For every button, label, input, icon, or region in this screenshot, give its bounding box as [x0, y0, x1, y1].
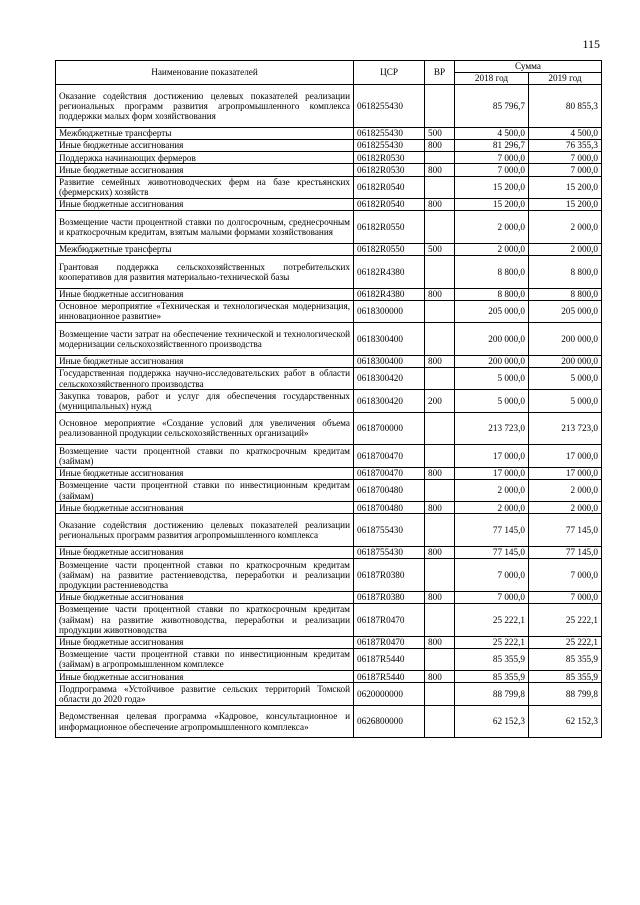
row-vr-cell: 800 [425, 164, 455, 176]
row-2019-cell: 25 222,1 [529, 636, 602, 648]
row-name-cell: Грантовая поддержка сельскохозяйственных потребительских кооперативов для развития материально-технической базы [56, 255, 354, 288]
row-name-cell: Возмещение части процентной ставки по краткосрочным кредитам (займам) [56, 445, 354, 467]
row-2019-cell: 2 000,0 [529, 479, 602, 501]
table-row [56, 355, 602, 367]
row-vr-cell [425, 603, 455, 636]
row-csr-cell: 0618300000 [354, 300, 425, 322]
row-vr-cell [425, 705, 455, 738]
row-name-cell: Возмещение части процентной ставки по краткосрочным кредитам (займам) на развитие животноводства, переработки и реализации продукции животноводства [56, 603, 354, 636]
row-2018-cell: 200 000,0 [455, 323, 529, 356]
row-name-cell: Возмещение части процентной ставки по инвестиционным кредитам (займам) [56, 479, 354, 501]
row-2018-cell: 2 000,0 [455, 243, 529, 255]
row-2018-cell: 7 000,0 [455, 152, 529, 164]
row-csr-cell: 0626800000 [354, 705, 425, 738]
row-name-cell: Иные бюджетные ассигнования [56, 591, 354, 603]
row-2018-cell: 4 500,0 [455, 127, 529, 139]
table-row [56, 288, 602, 300]
row-csr-cell: 06187R5440 [354, 671, 425, 683]
row-2018-cell: 25 222,1 [455, 603, 529, 636]
row-vr-cell: 800 [425, 139, 455, 151]
row-csr-cell: 06182R0550 [354, 243, 425, 255]
row-name-cell: Развитие семейных животноводческих ферм на базе крестьянских (фермерских) хозяйств [56, 176, 354, 198]
header-sum: Сумма [455, 61, 602, 73]
row-2018-cell: 17 000,0 [455, 445, 529, 467]
row-csr-cell: 0618700470 [354, 467, 425, 479]
table-row [56, 198, 602, 210]
row-name-cell: Иные бюджетные ассигнования [56, 198, 354, 210]
row-vr-cell: 800 [425, 591, 455, 603]
row-2019-cell: 77 145,0 [529, 546, 602, 558]
header-year-2018: 2018 год [455, 73, 529, 85]
header-year-2019: 2019 год [529, 73, 602, 85]
row-csr-cell: 06182R4380 [354, 288, 425, 300]
row-vr-cell: 800 [425, 502, 455, 514]
row-vr-cell: 200 [425, 390, 455, 412]
row-2019-cell: 2 000,0 [529, 243, 602, 255]
row-2019-cell: 213 723,0 [529, 412, 602, 445]
row-vr-cell [425, 176, 455, 198]
row-vr-cell [425, 445, 455, 467]
row-vr-cell: 800 [425, 671, 455, 683]
row-2019-cell: 7 000,0 [529, 164, 602, 176]
row-name-cell: Иные бюджетные ассигнования [56, 467, 354, 479]
row-2018-cell: 62 152,3 [455, 705, 529, 738]
budget-table [55, 60, 602, 738]
table-row [56, 591, 602, 603]
table-body [56, 85, 602, 738]
row-2018-cell: 85 796,7 [455, 85, 529, 128]
row-name-cell: Иные бюджетные ассигнования [56, 546, 354, 558]
row-vr-cell [425, 255, 455, 288]
row-csr-cell: 06182R0530 [354, 152, 425, 164]
row-2019-cell: 15 200,0 [529, 176, 602, 198]
row-name-cell: Основное мероприятие «Создание условий для увеличения объема реализованной продукции сельскохозяйственных организаций» [56, 412, 354, 445]
row-csr-cell: 06182R0540 [354, 198, 425, 210]
table-row [56, 705, 602, 738]
table-row [56, 323, 602, 356]
table-row [56, 255, 602, 288]
row-csr-cell: 0618700480 [354, 502, 425, 514]
table-row [56, 300, 602, 322]
row-2018-cell: 25 222,1 [455, 636, 529, 648]
row-2019-cell: 8 800,0 [529, 255, 602, 288]
table-row [56, 502, 602, 514]
row-vr-cell [425, 479, 455, 501]
row-vr-cell: 800 [425, 546, 455, 558]
table-row [56, 176, 602, 198]
row-csr-cell: 0618300400 [354, 355, 425, 367]
row-2019-cell: 2 000,0 [529, 502, 602, 514]
row-2018-cell: 85 355,9 [455, 648, 529, 670]
table-row [56, 139, 602, 151]
row-2019-cell: 85 355,9 [529, 671, 602, 683]
row-2018-cell: 15 200,0 [455, 176, 529, 198]
row-2018-cell: 2 000,0 [455, 502, 529, 514]
row-2018-cell: 77 145,0 [455, 546, 529, 558]
row-csr-cell: 0618300420 [354, 367, 425, 389]
row-vr-cell [425, 559, 455, 592]
row-2019-cell: 2 000,0 [529, 211, 602, 244]
row-csr-cell: 0618755430 [354, 514, 425, 547]
row-csr-cell: 06182R4380 [354, 255, 425, 288]
row-vr-cell: 800 [425, 467, 455, 479]
row-2019-cell: 85 355,9 [529, 648, 602, 670]
row-csr-cell: 06182R0540 [354, 176, 425, 198]
row-vr-cell: 800 [425, 636, 455, 648]
table-row [56, 546, 602, 558]
row-csr-cell: 0618700480 [354, 479, 425, 501]
row-vr-cell [425, 683, 455, 705]
row-vr-cell: 500 [425, 243, 455, 255]
row-2019-cell: 25 222,1 [529, 603, 602, 636]
row-csr-cell: 06187R0380 [354, 591, 425, 603]
row-2019-cell: 200 000,0 [529, 355, 602, 367]
row-vr-cell: 800 [425, 198, 455, 210]
row-2019-cell: 15 200,0 [529, 198, 602, 210]
row-csr-cell: 0618255430 [354, 127, 425, 139]
row-vr-cell [425, 514, 455, 547]
row-name-cell: Возмещение части процентной ставки по инвестиционным кредитам (займам) в агропромышленном комплексе [56, 648, 354, 670]
row-2019-cell: 7 000,0 [529, 591, 602, 603]
table-row [56, 243, 602, 255]
table-row [56, 559, 602, 592]
row-name-cell: Ведомственная целевая программа «Кадровое, консультационное и информационное обеспечение агропромышленного комплекса» [56, 705, 354, 738]
row-name-cell: Иные бюджетные ассигнования [56, 502, 354, 514]
row-2019-cell: 205 000,0 [529, 300, 602, 322]
row-vr-cell [425, 367, 455, 389]
row-name-cell: Межбюджетные трансферты [56, 127, 354, 139]
row-2018-cell: 88 799,8 [455, 683, 529, 705]
row-2019-cell: 17 000,0 [529, 445, 602, 467]
row-vr-cell [425, 85, 455, 128]
row-2018-cell: 205 000,0 [455, 300, 529, 322]
row-csr-cell: 0620000000 [354, 683, 425, 705]
row-csr-cell: 0618255430 [354, 85, 425, 128]
row-csr-cell: 06187R0470 [354, 636, 425, 648]
table-row [56, 211, 602, 244]
table-row [56, 636, 602, 648]
row-name-cell: Межбюджетные трансферты [56, 243, 354, 255]
row-2018-cell: 7 000,0 [455, 559, 529, 592]
row-name-cell: Основное мероприятие «Техническая и технологическая модернизация, инновационное развитие» [56, 300, 354, 322]
table-row [56, 671, 602, 683]
row-name-cell: Оказание содействия достижению целевых показателей реализации региональных программ развития агропромышленного комплекса поддержки малых форм хозяйствования [56, 85, 354, 128]
row-2018-cell: 7 000,0 [455, 164, 529, 176]
row-csr-cell: 06182R0550 [354, 211, 425, 244]
row-2018-cell: 85 355,9 [455, 671, 529, 683]
row-vr-cell [425, 648, 455, 670]
row-name-cell: Закупка товаров, работ и услуг для обеспечения государственных (муниципальных) нужд [56, 390, 354, 412]
row-name-cell: Возмещение части затрат на обеспечение технической и технологической модернизации сельскохозяйственного производства [56, 323, 354, 356]
row-2018-cell: 17 000,0 [455, 467, 529, 479]
row-2018-cell: 5 000,0 [455, 390, 529, 412]
row-2019-cell: 88 799,8 [529, 683, 602, 705]
row-name-cell: Иные бюджетные ассигнования [56, 288, 354, 300]
table-header-row [56, 61, 602, 73]
row-2019-cell: 5 000,0 [529, 390, 602, 412]
row-name-cell: Иные бюджетные ассигнования [56, 355, 354, 367]
page-number: 115 [582, 37, 600, 51]
row-2018-cell: 200 000,0 [455, 355, 529, 367]
row-2018-cell: 2 000,0 [455, 479, 529, 501]
row-2018-cell: 8 800,0 [455, 288, 529, 300]
header-csr: ЦСР [354, 61, 425, 85]
row-name-cell: Иные бюджетные ассигнования [56, 139, 354, 151]
row-2019-cell: 7 000,0 [529, 152, 602, 164]
row-name-cell: Иные бюджетные ассигнования [56, 671, 354, 683]
table-row [56, 85, 602, 128]
table-row [56, 683, 602, 705]
row-2019-cell: 200 000,0 [529, 323, 602, 356]
row-2019-cell: 8 800,0 [529, 288, 602, 300]
row-csr-cell: 06187R5440 [354, 648, 425, 670]
row-csr-cell: 06187R0380 [354, 559, 425, 592]
row-2019-cell: 4 500,0 [529, 127, 602, 139]
header-vr: ВР [425, 61, 455, 85]
row-2019-cell: 80 855,3 [529, 85, 602, 128]
row-name-cell: Подпрограмма «Устойчивое развитие сельских территорий Томской области до 2020 года» [56, 683, 354, 705]
row-2019-cell: 76 355,3 [529, 139, 602, 151]
row-2019-cell: 7 000,0 [529, 559, 602, 592]
row-2019-cell: 77 145,0 [529, 514, 602, 547]
table-row [56, 152, 602, 164]
row-vr-cell: 800 [425, 355, 455, 367]
row-csr-cell: 0618755430 [354, 546, 425, 558]
row-name-cell: Поддержка начинающих фермеров [56, 152, 354, 164]
row-vr-cell: 500 [425, 127, 455, 139]
row-csr-cell: 0618255430 [354, 139, 425, 151]
table-row [56, 445, 602, 467]
row-vr-cell: 800 [425, 288, 455, 300]
row-2018-cell: 81 296,7 [455, 139, 529, 151]
row-vr-cell [425, 152, 455, 164]
table-row [56, 514, 602, 547]
row-2019-cell: 5 000,0 [529, 367, 602, 389]
row-name-cell: Иные бюджетные ассигнования [56, 636, 354, 648]
row-csr-cell: 0618700470 [354, 445, 425, 467]
table-row [56, 367, 602, 389]
row-csr-cell: 06182R0530 [354, 164, 425, 176]
row-csr-cell: 0618300400 [354, 323, 425, 356]
row-2018-cell: 213 723,0 [455, 412, 529, 445]
row-2018-cell: 8 800,0 [455, 255, 529, 288]
row-name-cell: Возмещение части процентной ставки по долгосрочным, среднесрочным и краткосрочным кредитам, взятым малыми формами хозяйствования [56, 211, 354, 244]
row-csr-cell: 06187R0470 [354, 603, 425, 636]
row-name-cell: Государственная поддержка научно-исследовательских работ в области сельскохозяйственного производства [56, 367, 354, 389]
table-row [56, 390, 602, 412]
row-vr-cell [425, 300, 455, 322]
row-csr-cell: 0618700000 [354, 412, 425, 445]
table-row [56, 164, 602, 176]
row-2018-cell: 15 200,0 [455, 198, 529, 210]
row-csr-cell: 0618300420 [354, 390, 425, 412]
row-name-cell: Оказание содействия достижению целевых показателей реализации региональных программ развития агропромышленного комплекса [56, 514, 354, 547]
row-vr-cell [425, 211, 455, 244]
table-row [56, 412, 602, 445]
row-name-cell: Иные бюджетные ассигнования [56, 164, 354, 176]
row-2018-cell: 2 000,0 [455, 211, 529, 244]
table-row [56, 603, 602, 636]
table-row [56, 479, 602, 501]
row-vr-cell [425, 412, 455, 445]
row-2019-cell: 62 152,3 [529, 705, 602, 738]
row-2018-cell: 77 145,0 [455, 514, 529, 547]
row-2018-cell: 5 000,0 [455, 367, 529, 389]
table-row [56, 648, 602, 670]
table-row [56, 127, 602, 139]
row-2019-cell: 17 000,0 [529, 467, 602, 479]
header-name: Наименование показателей [56, 61, 354, 85]
table-row [56, 467, 602, 479]
row-2018-cell: 7 000,0 [455, 591, 529, 603]
row-vr-cell [425, 323, 455, 356]
row-name-cell: Возмещение части процентной ставки по краткосрочным кредитам (займам) на развитие растениеводства, переработки и реализации продукции растениеводства [56, 559, 354, 592]
